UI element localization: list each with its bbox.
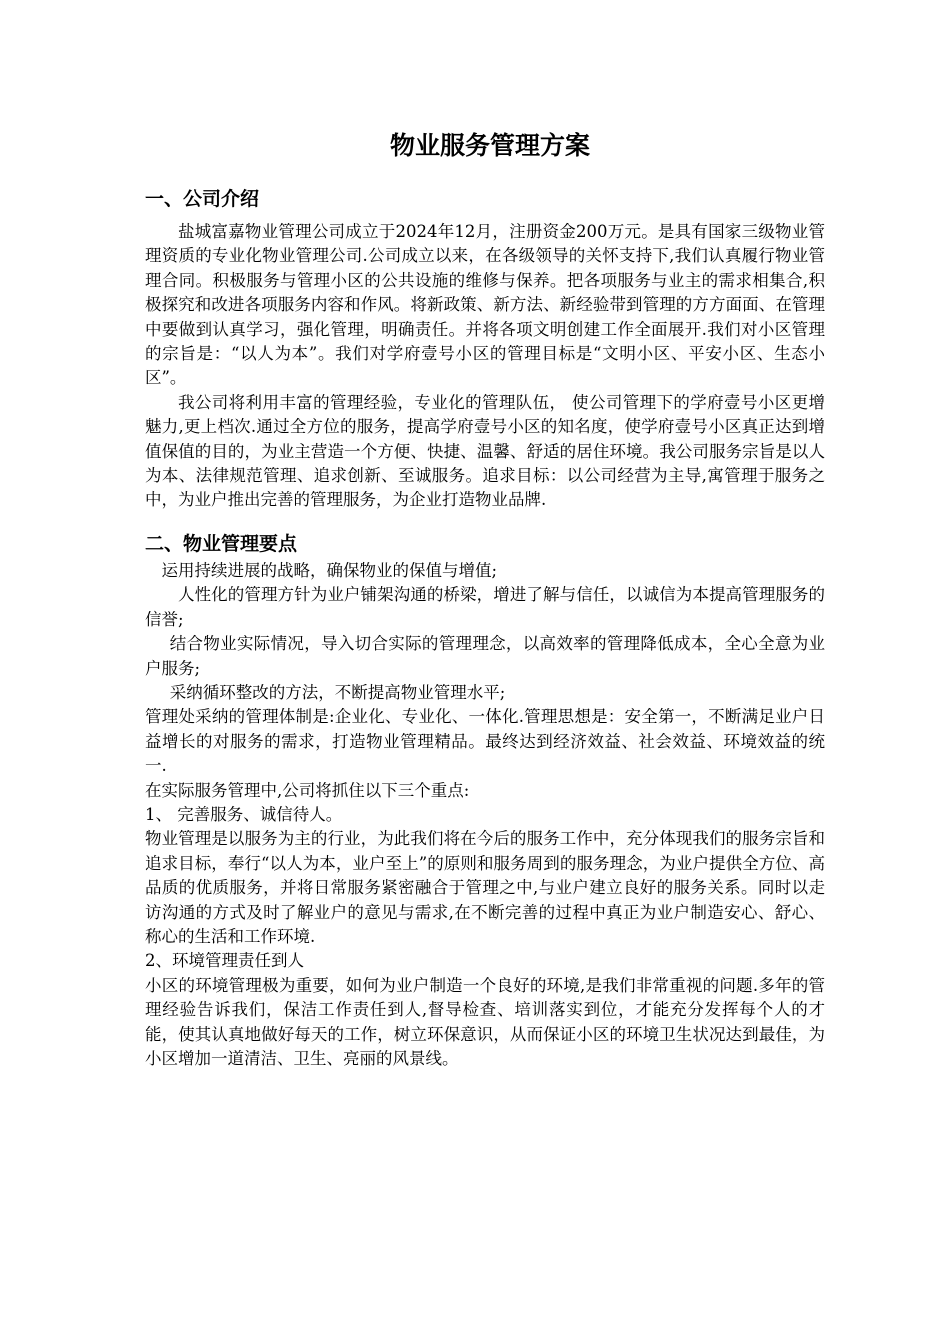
key-point-1-heading: 1、 完善服务、诚信待人。 <box>145 804 343 824</box>
key-points-intro: 在实际服务管理中,公司将抓住以下三个重点: <box>145 780 470 800</box>
document-body <box>145 128 825 1071</box>
management-system-paragraph: 管理处采纳的管理体制是:企业化、专业化、一体化.管理思想是：安全第一，不断满足业户日益增长的对服务的需求，打造物业管理精品。最终达到经济效益、社会效益、环境效益的统一. <box>145 707 825 776</box>
company-intro-paragraph-2: 我公司将利用丰富的管理经验，专业化的管理队伍， 使公司管理下的学府壹号小区更增魅力,更上档次.通过全方位的服务，提高学府壹号小区的知名度，使学府壹号小区真正达到增值保值的目的，为业主营造一个方便、快捷、温馨、舒适的居住环境。我公司服务宗旨是以人为本、法律规范管理、追求创新、至诚服务。追求目标：以公司经营为主导,寓管理于服务之中，为业户推出完善的管理服务，为企业打造物业品牌. <box>145 392 825 510</box>
document-title: 物业服务管理方案 <box>389 131 590 160</box>
section-heading-management-points: 二、物业管理要点 <box>145 532 298 555</box>
management-point-4: 采纳循环整改的方法，不断提高物业管理水平; <box>169 682 506 702</box>
key-point-2-paragraph: 小区的环境管理极为重要，如何为业户制造一个良好的环境,是我们非常重视的问题.多年的管理经验告诉我们，保洁工作责任到人,督导检查、培训落实到位，才能充分发挥每个人的才能，使其认真地做好每天的工作，树立环保意识，从而保证小区的环境卫生状况达到最佳，为小区增加一道清洁、卫生、亮丽的风景线。 <box>145 975 825 1068</box>
key-point-1-paragraph: 物业管理是以服务为主的行业，为此我们将在今后的服务工作中，充分体现我们的服务宗旨和追求目标，奉行“以人为本，业户至上”的原则和服务周到的服务理念，为业户提供全方位、高品质的优质服务，并将日常服务紧密融合于管理之中,与业户建立良好的服务关系。同时以走访沟通的方式及时了解业户的意见与需求,在不断完善的过程中真正为业户制造安心、舒心、称心的生活和工作环境. <box>145 829 825 946</box>
management-point-1: 运用持续进展的战略，确保物业的保值与增值; <box>161 560 498 580</box>
management-point-3: 结合物业实际情况，导入切合实际的管理理念，以高效率的管理降低成本，全心全意为业户服务; <box>145 634 825 678</box>
key-point-2-heading: 2、环境管理责任到人 <box>145 951 304 971</box>
management-point-2: 人性化的管理方针为业户铺架沟通的桥梁，增进了解与信任，以诚信为本提高管理服务的信誉; <box>145 585 825 629</box>
section-heading-company-intro: 一、公司介绍 <box>145 188 260 210</box>
company-intro-paragraph-1: 盐城富嘉物业管理公司成立于2024年12月，注册资金200万元。是具有国家三级物业管理资质的专业化物业管理公司.公司成立以来，在各级领导的关怀支持下,我们认真履行物业管理合同。积极服务与管理小区的公共设施的维修与保养。把各项服务与业主的需求相集合,积极探究和改进各项服务内容和作风。将新政策、新方法、新经验带到管理的方方面面、在管理中要做到认真学习，强化管理，明确责任。并将各项文明创建工作全面展开.我们对小区管理的宗旨是：“以人为本”。我们对学府壹号小区的管理目标是“文明小区、平安小区、生态小区”。 <box>145 222 825 388</box>
